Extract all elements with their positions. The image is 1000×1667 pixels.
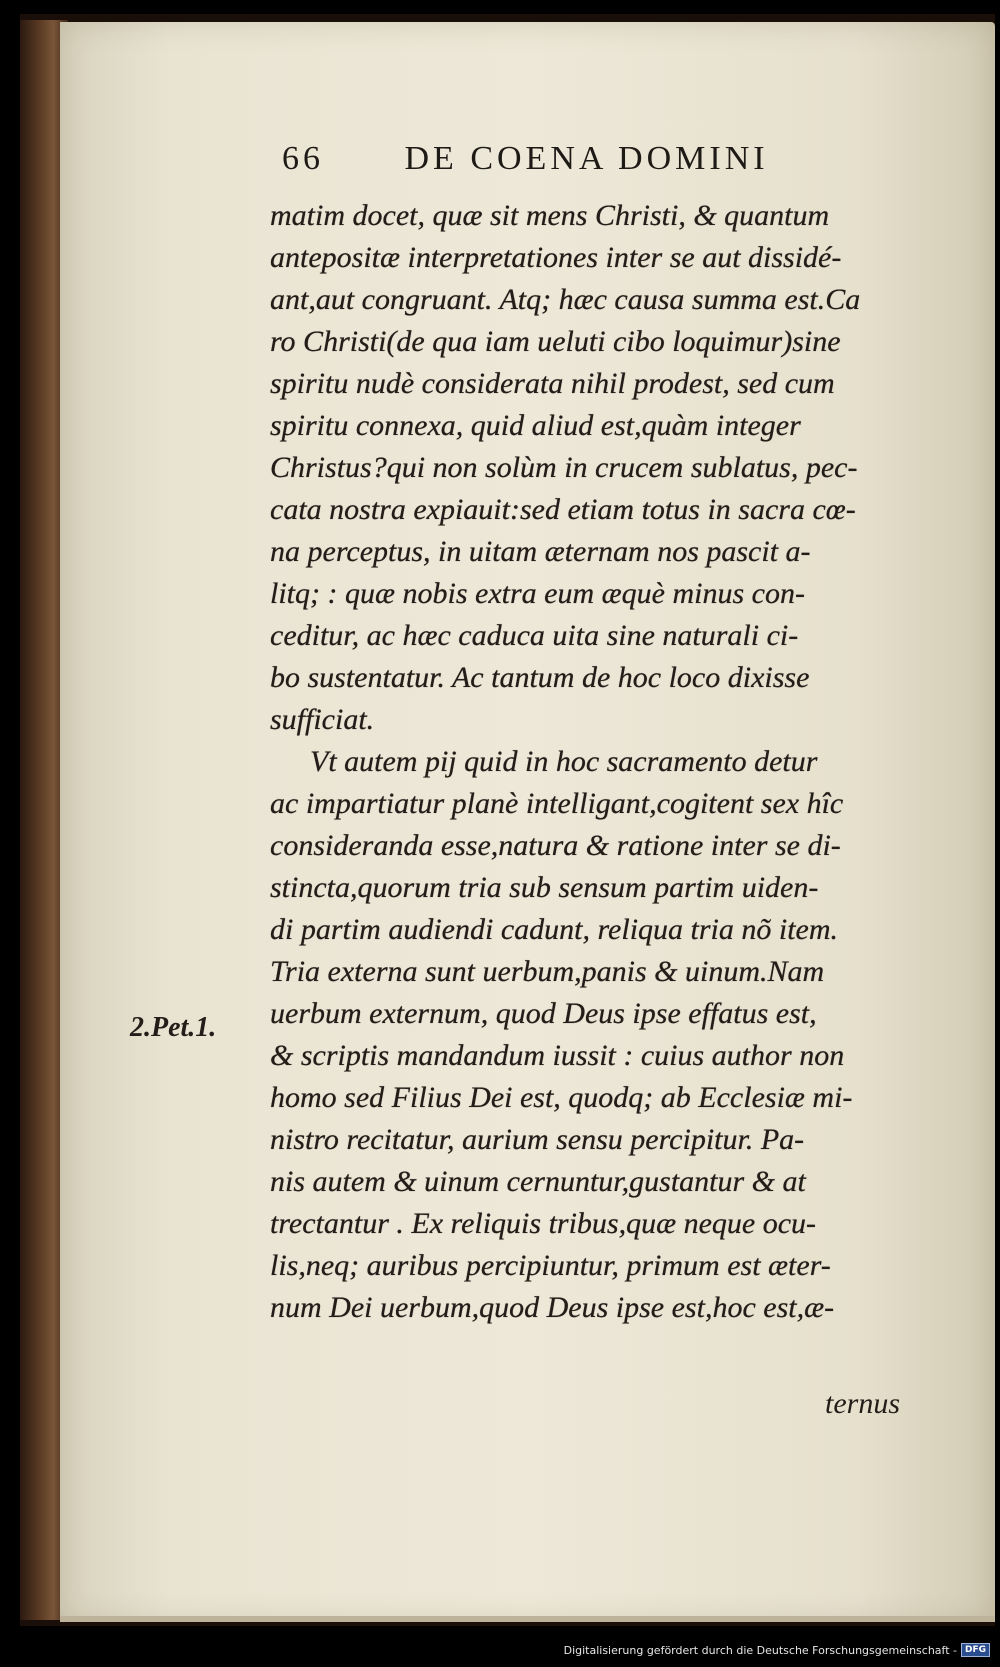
text-line: na perceptus, in uitam æternam nos pascit a- (270, 535, 811, 568)
text-line: bo sustentatur. Ac tantum de hoc loco dixisse (270, 661, 810, 694)
text-line: di partim audiendi cadunt, reliqua tria nõ item. (270, 913, 839, 946)
text-line: ro Christi(de qua iam ueluti cibo loquimur)sine (270, 325, 841, 358)
text-line: nistro recitatur, aurium sensu percipitur. Pa- (270, 1123, 805, 1156)
text-line: ac impartiatur planè intelligant,cogitent sex hîc (270, 787, 844, 820)
text-line: consideranda esse,natura & ratione inter se di- (270, 829, 841, 862)
text-line: antepositæ interpretationes inter se aut dissidé- (270, 241, 842, 274)
text-line: ant,aut congruant. Atq; hæc causa summa est.Ca (270, 283, 861, 316)
footer-bar (0, 1631, 1000, 1667)
page-header (282, 140, 902, 178)
footer-credit-area (564, 1643, 990, 1657)
text-line: spiritu nudè considerata nihil prodest, sed cum (270, 367, 835, 400)
text-line: ceditur, ac hæc caduca uita sine naturali ci- (270, 619, 799, 652)
text-line: trectantur . Ex reliquis tribus,quæ neque ocu- (270, 1207, 817, 1240)
text-line: lis,neq; auribus percipiuntur, primum est æter- (270, 1249, 831, 1282)
catchword: ternus (825, 1387, 900, 1420)
text-line: homo sed Filius Dei est, quodq; ab Ecclesiæ mi- (270, 1081, 853, 1114)
body-text (270, 195, 920, 1329)
text-line: num Dei uerbum,quod Deus ipse est,hoc est,æ- (270, 1291, 835, 1324)
running-head: DE COENA DOMINI (404, 140, 769, 177)
text-line: cata nostra expiauit:sed etiam totus in sacra cœ- (270, 493, 856, 526)
text-line: spiritu connexa, quid aliud est,quàm integer (270, 409, 801, 442)
text-line: Christus?qui non solùm in crucem sublatus, pec- (270, 451, 858, 484)
text-line: litq; : quæ nobis extra eum æquè minus con- (270, 577, 805, 610)
text-line: matim docet, quæ sit mens Christi, & quantum (270, 199, 830, 232)
text-line: Tria externa sunt uerbum,panis & uinum.Nam (270, 955, 825, 988)
page-number: 66 (282, 140, 324, 177)
text-line: & scriptis mandandum iussit : cuius author non (270, 1039, 845, 1072)
text-line: stincta,quorum tria sub sensum partim uiden- (270, 871, 819, 904)
margin-note: 2.Pet.1. (130, 1012, 217, 1043)
text-line: nis autem & uinum cernuntur,gustantur & at (270, 1165, 806, 1198)
text-line: Vt autem pij quid in hoc sacramento detur (310, 745, 818, 778)
footer-credit: Digitalisierung gefördert durch die Deutsche Forschungsgemeinschaft - (563, 1643, 957, 1657)
dfg-logo: DFG (961, 1643, 990, 1657)
text-line: sufficiat. (270, 703, 375, 736)
text-line: uerbum externum, quod Deus ipse effatus est, (270, 997, 817, 1030)
